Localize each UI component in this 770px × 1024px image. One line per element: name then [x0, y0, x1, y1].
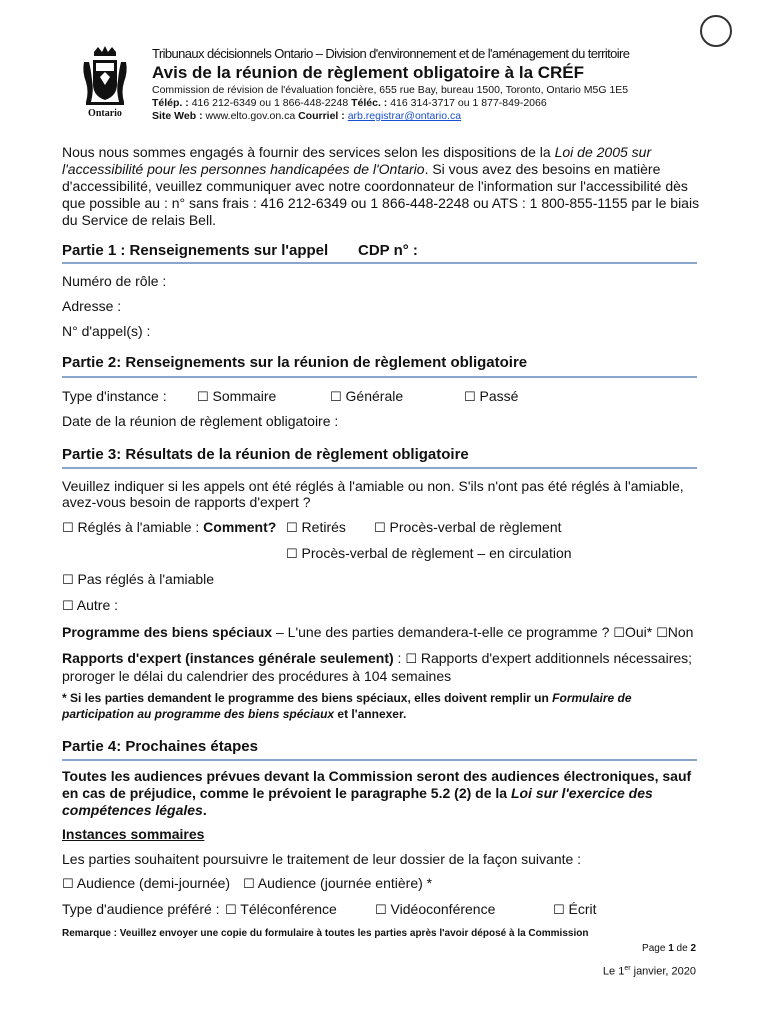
part1-divider: [62, 262, 697, 264]
meeting-date-label: Date de la réunion de règlement obligatoire :: [62, 413, 339, 429]
full-day-option[interactable]: ☐ Audience (journée entière) *: [243, 875, 433, 892]
page-number: Page 1 de 2: [642, 943, 696, 954]
accessibility-notice: Nous nous sommes engagés à fournir des services selon les dispositions de la Loi de 2005 sur l'accessibilité pour les personnes handicapées de l'Ontario. Si vous avez des besoins en matière d'accessibilité, veuillez communiquer avec notre coordonnateur de l'information sur l'accessibilité dès que possible au : n° sans frais : 416 212-6349 ou 1 866-448-2248 ou ATS : 1 800-855-1155 par le biais du Service de relais Bell.: [62, 144, 700, 228]
full-day-checkbox[interactable]: ☐: [243, 877, 255, 892]
part3-heading: Partie 3: Résultats de la réunion de règlement obligatoire: [62, 446, 469, 463]
part3-instructions: Veuillez indiquer si les appels ont été réglés à l'amiable ou non. S'ils n'ont pas été réglés à l'amiable, avez-vous besoin de rapports d'expert ?: [62, 478, 684, 510]
past-checkbox[interactable]: ☐: [464, 390, 476, 405]
not-settled-checkbox[interactable]: ☐: [62, 573, 74, 588]
teleconference-option[interactable]: ☐ Téléconférence: [225, 901, 337, 918]
other-checkbox[interactable]: ☐: [62, 599, 74, 614]
settled-checkbox[interactable]: ☐: [62, 521, 74, 536]
summary-proceedings-text: Les parties souhaitent poursuivre le traitement de leur dossier de la façon suivante :: [62, 851, 582, 867]
website-link[interactable]: www.elto.gov.on.ca: [205, 110, 296, 122]
electronic-hearings-notice: Toutes les audiences prévues devant la Commission seront des audiences électroniques, sauf en cas de préjudice, comme le prévoient le paragraphe 5.2 (2) de la Loi sur l'exercice des compétences légales.: [62, 768, 692, 818]
settled-option[interactable]: ☐ Réglés à l'amiable : Comment?: [62, 519, 277, 536]
special-no-checkbox[interactable]: ☐: [656, 626, 668, 641]
not-settled-option[interactable]: ☐ Pas réglés à l'amiable: [62, 571, 215, 588]
form-date: Le 1er janvier, 2020: [602, 965, 696, 978]
general-checkbox[interactable]: ☐: [330, 390, 342, 405]
email-link[interactable]: arb.registrar@ontario.ca: [347, 110, 462, 122]
special-program-note: * Si les parties demandent le programme des biens spéciaux, elles doivent remplir un Formulaire de participation au programme des biens spéciaux et l'annexer.: [62, 691, 632, 721]
videoconference-option[interactable]: ☐ Vidéoconférence: [375, 901, 496, 918]
contact-block: [152, 84, 628, 123]
preferred-hearing-label: Type d'audience préféré :: [62, 901, 220, 917]
part1-heading: Partie 1 : Renseignements sur l'appel: [62, 242, 329, 259]
summary-checkbox-option[interactable]: ☐ Sommaire: [197, 388, 277, 405]
other-option[interactable]: ☐ Autre :: [62, 597, 119, 614]
minutes-checkbox[interactable]: ☐: [374, 521, 386, 536]
proceeding-type-label: Type d'instance :: [62, 388, 167, 404]
part3-divider: [62, 467, 697, 469]
cdp-number-label: CDP n° :: [358, 242, 418, 259]
videoconference-checkbox[interactable]: ☐: [375, 903, 387, 918]
part4-heading: Partie 4: Prochaines étapes: [62, 738, 258, 755]
half-day-checkbox[interactable]: ☐: [62, 877, 74, 892]
special-yes-checkbox[interactable]: ☐: [613, 626, 625, 641]
part2-heading: Partie 2: Renseignements sur la réunion de règlement obligatoire: [62, 354, 528, 371]
address-label: Adresse :: [62, 298, 122, 314]
general-checkbox-option[interactable]: ☐ Générale: [330, 388, 404, 405]
minutes-circulation-option[interactable]: ☐ Procès-verbal de règlement – en circulation: [286, 545, 572, 562]
written-option[interactable]: ☐ Écrit: [553, 901, 597, 918]
written-checkbox[interactable]: ☐: [553, 903, 565, 918]
address-line: Commission de révision de l'évaluation foncière, 655 rue Bay, bureau 1500, Toronto, Ontario M5G 1E5: [152, 84, 629, 96]
phone-line: Télép. : 416 212-6349 ou 1 866-448-2248 Téléc. : 416 314-3717 ou 1 877-849-2066: [152, 97, 547, 109]
part4-divider: [62, 759, 697, 761]
corner-circle-mark: [700, 15, 732, 47]
web-line: Site Web : www.elto.gov.on.ca Courriel : arb.registrar@ontario.ca: [152, 110, 462, 122]
special-property-line: Programme des biens spéciaux – L'une des parties demandera-t-elle ce programme ? ☐Oui* ☐Non: [62, 624, 694, 641]
minutes-circulation-checkbox[interactable]: ☐: [286, 547, 298, 562]
logo-caption: Ontario: [88, 108, 122, 119]
past-checkbox-option[interactable]: ☐ Passé: [464, 388, 519, 405]
minutes-option[interactable]: ☐ Procès-verbal de règlement: [374, 519, 562, 536]
withdrawn-option[interactable]: ☐ Retirés: [286, 519, 346, 536]
form-title: Avis de la réunion de règlement obligatoire à la CRÉF: [152, 63, 585, 82]
summary-proceedings-heading: Instances sommaires: [62, 826, 205, 842]
expert-reports-checkbox[interactable]: ☐: [405, 652, 417, 667]
part2-divider: [62, 376, 697, 378]
appeal-numbers-label: N° d'appel(s) :: [62, 323, 151, 339]
half-day-option[interactable]: ☐ Audience (demi-journée): [62, 875, 231, 892]
expert-reports-block: Rapports d'expert (instances générale seulement) : ☐ Rapports d'expert additionnels nécessaires; proroger le délai du calendrier des procédures à 104 semaines: [62, 650, 693, 684]
summary-checkbox[interactable]: ☐: [197, 390, 209, 405]
roll-number-label: Numéro de rôle :: [62, 273, 167, 289]
withdrawn-checkbox[interactable]: ☐: [286, 521, 298, 536]
teleconference-checkbox[interactable]: ☐: [225, 903, 237, 918]
tribunal-name: Tribunaux décisionnels Ontario – Division d'environnement et de l'aménagement du territoire: [152, 46, 630, 61]
remark-note: Remarque : Veuillez envoyer une copie du formulaire à toutes les parties après l'avoir déposé à la Commission: [62, 928, 589, 939]
